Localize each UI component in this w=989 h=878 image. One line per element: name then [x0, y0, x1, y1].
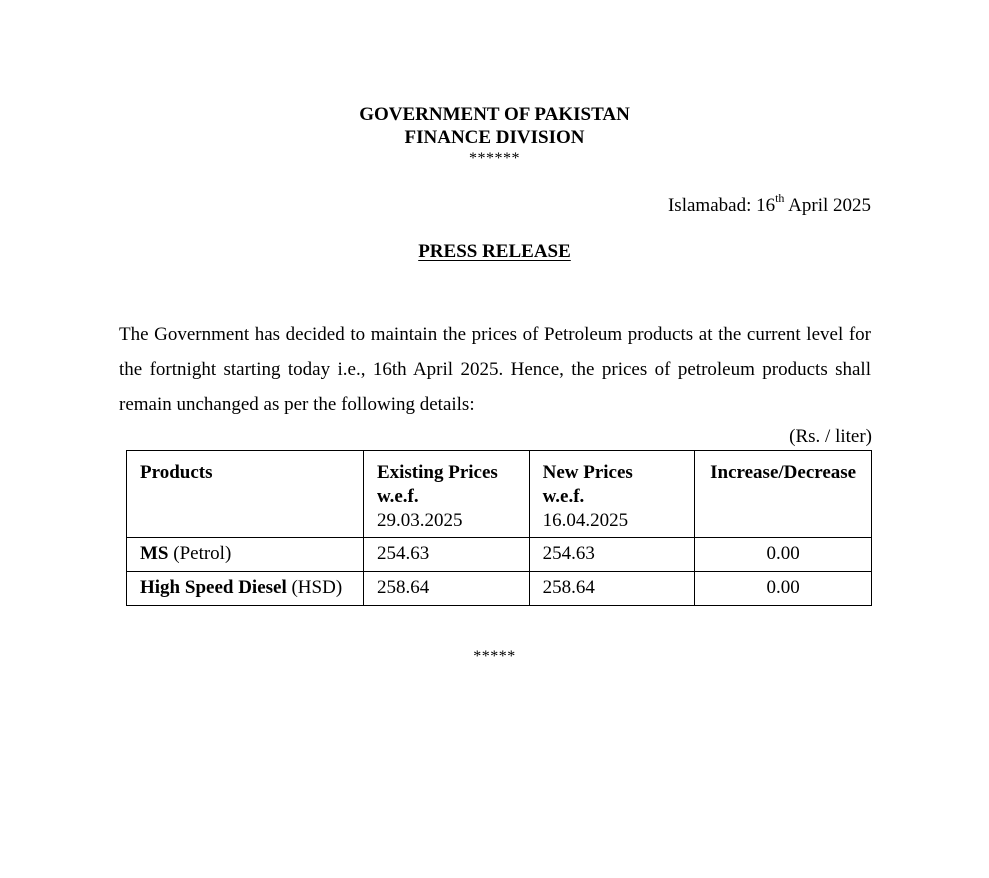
new-price-value: 254.63	[542, 543, 595, 564]
header-new-wef: w.e.f.	[542, 486, 585, 507]
cell-product	[127, 538, 364, 572]
header-products	[127, 451, 364, 538]
cell-new-price	[529, 538, 695, 572]
cell-product	[127, 572, 364, 606]
table-row	[127, 572, 872, 606]
product-qualifier: (Petrol)	[168, 543, 232, 564]
page-title-text: PRESS RELEASE	[418, 241, 571, 262]
body-paragraph: The Government has decided to maintain the prices of Petroleum products at the current level for the fortnight starting today i.e., 16th April 2025. Hence, the prices of petroleum products shall remain unchanged as per the following details:	[119, 324, 871, 415]
header-new	[529, 451, 695, 538]
date-line	[667, 190, 871, 218]
prices-table	[126, 450, 872, 606]
change-value: 0.00	[766, 543, 800, 564]
existing-price-value: 258.64	[376, 577, 430, 598]
change-value: 0.00	[766, 577, 800, 598]
header-separator: ******	[469, 150, 520, 167]
header-new-title: New Prices	[542, 462, 633, 483]
header-existing-title: Existing Prices	[376, 462, 498, 483]
date-ordinal: th	[775, 190, 785, 205]
header-existing-date: 29.03.2025	[376, 510, 463, 531]
header-division: FINANCE DIVISION	[404, 127, 585, 148]
header-products-label: Products	[140, 462, 213, 483]
cell-existing-price	[363, 572, 529, 606]
header-existing-wef: w.e.f.	[376, 486, 419, 507]
unit-note: (Rs. / liter)	[789, 426, 872, 447]
header-new-date: 16.04.2025	[542, 510, 629, 531]
date-place-day: Islamabad: 16	[667, 195, 776, 216]
table-row	[127, 538, 872, 572]
table-header-row	[127, 451, 872, 538]
header-government: GOVERNMENT OF PAKISTAN	[359, 104, 630, 125]
cell-new-price	[529, 572, 695, 606]
cell-existing-price	[363, 538, 529, 572]
product-name: MS	[140, 543, 169, 564]
header-change-label: Increase/Decrease	[710, 462, 857, 483]
page-title	[0, 240, 989, 264]
existing-price-value: 254.63	[376, 543, 430, 564]
product-qualifier: (HSD)	[286, 577, 343, 598]
date-month-year: April 2025	[784, 195, 871, 216]
new-price-value: 258.64	[542, 577, 595, 598]
footer-separator: *****	[473, 648, 516, 665]
cell-change	[695, 538, 872, 572]
header-change	[695, 451, 872, 538]
header-existing	[363, 451, 529, 538]
product-name: High Speed Diesel	[140, 577, 287, 598]
cell-change	[695, 572, 872, 606]
